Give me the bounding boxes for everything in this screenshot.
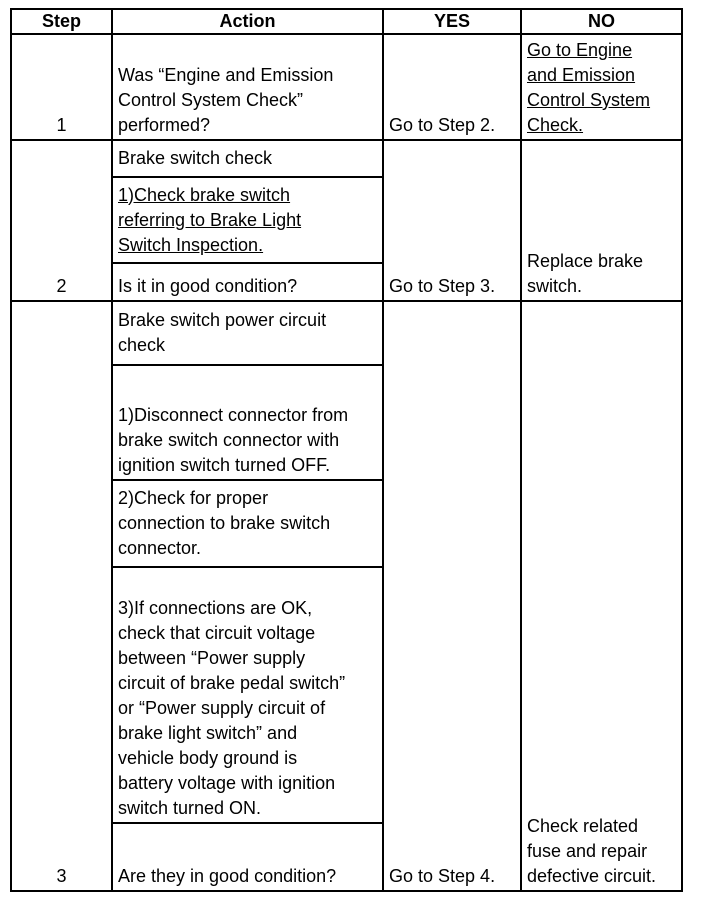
- header-action: Action: [219, 11, 276, 31]
- action-text: Was “Engine and Emission Control System Check” performed?: [118, 65, 334, 135]
- header-yes: YES: [433, 11, 471, 31]
- action-text: 3)If connections are OK, check that circuit voltage between “Power supply circuit of brake pedal switch” or “Power supply circuit of brake light switch” and vehicle body ground is battery voltage with ignition switch turned ON.: [118, 598, 346, 818]
- yes-result: Go to Step 2.: [389, 115, 496, 135]
- header-no: NO: [588, 11, 615, 31]
- action-text: 1)Disconnect connector from brake switch connector with ignition switch turned OFF.: [118, 405, 349, 475]
- no-result: Check related fuse and repair defective circuit.: [527, 816, 657, 886]
- no-result-link[interactable]: Go to Engine and Emission Control System Check.: [527, 40, 651, 135]
- step-number: 2: [56, 276, 67, 296]
- action-title: Brake switch power circuit check: [118, 310, 327, 355]
- action-question: Is it in good condition?: [118, 276, 298, 296]
- step-number: 3: [56, 866, 67, 886]
- step-number: 1: [56, 115, 67, 135]
- action-title: Brake switch check: [118, 148, 273, 168]
- action-link[interactable]: 1)Check brake switch referring to Brake Light Switch Inspection.: [118, 184, 302, 255]
- no-result: Replace brake switch.: [527, 251, 644, 296]
- action-text: 2)Check for proper connection to brake switch connector.: [118, 488, 331, 558]
- yes-result: Go to Step 3.: [389, 276, 496, 296]
- yes-result: Go to Step 4.: [389, 866, 496, 886]
- action-question: Are they in good condition?: [118, 866, 337, 886]
- header-step: Step: [41, 11, 81, 31]
